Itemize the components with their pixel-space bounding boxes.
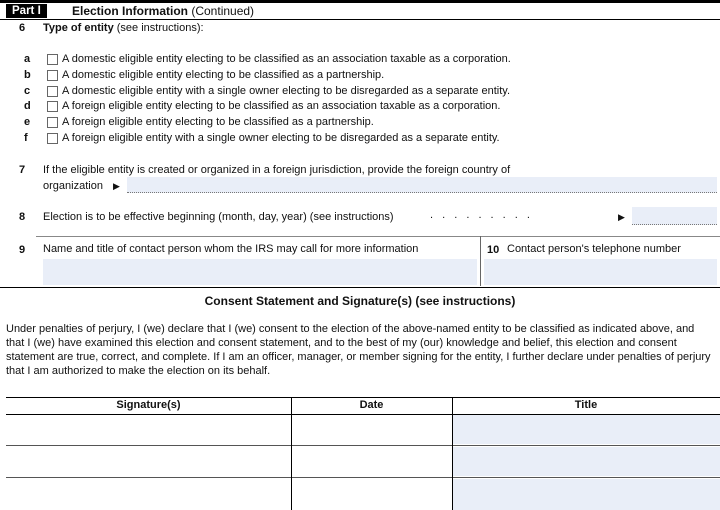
part-title-bold: Election Information bbox=[72, 4, 189, 18]
date-column-header: Date bbox=[359, 399, 384, 411]
option-c-letter: c bbox=[24, 85, 31, 97]
contact-person-field[interactable] bbox=[43, 259, 477, 285]
option-b-text: A domestic eligible entity electing to be classified as a partnership. bbox=[62, 69, 385, 81]
line-7-number: 7 bbox=[19, 164, 26, 176]
date-cell[interactable] bbox=[292, 479, 451, 510]
line-9-top-rule bbox=[36, 236, 720, 237]
right-triangle-icon: ▶ bbox=[113, 181, 120, 191]
line-6-hint: (see instructions): bbox=[116, 22, 204, 34]
part-title-rest: (Continued) bbox=[188, 4, 255, 18]
option-e-text: A foreign eligible entity electing to be classified as a partnership. bbox=[62, 116, 374, 128]
line-9-label: Name and title of contact person whom the IRS may call for more information bbox=[43, 243, 419, 255]
line-10-label: Contact person's telephone number bbox=[507, 243, 681, 255]
line-8-number: 8 bbox=[19, 211, 26, 223]
option-b-letter: b bbox=[24, 69, 31, 81]
line-8-label: Election is to be effective beginning (month, day, year) (see instructions) bbox=[43, 211, 394, 223]
effective-date-field[interactable] bbox=[632, 207, 717, 225]
line-9-number: 9 bbox=[19, 244, 26, 256]
signature-cell[interactable] bbox=[6, 415, 290, 444]
option-f-letter: f bbox=[24, 132, 28, 144]
option-d-checkbox[interactable] bbox=[47, 101, 58, 112]
table-row-rule bbox=[6, 477, 720, 478]
option-b-checkbox[interactable] bbox=[47, 70, 58, 81]
table-row-rule bbox=[6, 445, 720, 446]
option-c-text: A domestic eligible entity with a single owner electing to be disregarded as a separate entity. bbox=[62, 85, 510, 97]
consent-title: Consent Statement and Signature(s) (see instructions) bbox=[204, 294, 516, 308]
part-header bbox=[0, 3, 720, 20]
option-e-checkbox[interactable] bbox=[47, 117, 58, 128]
telephone-field[interactable] bbox=[484, 259, 717, 285]
option-a-checkbox[interactable] bbox=[47, 54, 58, 65]
signature-column-header: Signature(s) bbox=[116, 399, 181, 411]
title-cell[interactable] bbox=[453, 447, 720, 476]
right-triangle-icon: ▶ bbox=[618, 212, 625, 222]
title-cell[interactable] bbox=[453, 415, 720, 444]
option-f-checkbox[interactable] bbox=[47, 133, 58, 144]
line-6-label: Type of entity bbox=[43, 22, 114, 34]
option-a-letter: a bbox=[24, 53, 31, 65]
line-6-number: 6 bbox=[19, 22, 26, 34]
table-column-divider bbox=[452, 397, 453, 510]
option-e-letter: e bbox=[24, 116, 31, 128]
part-label: Part I bbox=[6, 4, 47, 18]
part-title bbox=[72, 4, 254, 18]
line-6-label-group bbox=[43, 22, 204, 34]
line-7-organization-label: organization bbox=[43, 180, 103, 192]
option-f-text: A foreign eligible entity with a single owner electing to be disregarded as a separate entity. bbox=[62, 132, 500, 144]
signature-cell[interactable] bbox=[6, 479, 290, 510]
signature-cell[interactable] bbox=[6, 447, 290, 476]
option-d-text: A foreign eligible entity electing to be classified as an association taxable as a corporation. bbox=[62, 100, 501, 112]
date-cell[interactable] bbox=[292, 447, 451, 476]
line-10-number: 10 bbox=[487, 244, 500, 256]
table-column-divider bbox=[291, 397, 292, 510]
option-c-checkbox[interactable] bbox=[47, 86, 58, 97]
line-8-leader-dots: . . . . . . . . . bbox=[430, 209, 533, 221]
date-cell[interactable] bbox=[292, 415, 451, 444]
line-7-dotted-rule bbox=[127, 192, 717, 193]
title-column-header: Title bbox=[574, 399, 598, 411]
foreign-country-field[interactable] bbox=[127, 177, 717, 193]
title-cell[interactable] bbox=[453, 479, 720, 510]
line-9-10-divider bbox=[480, 236, 481, 286]
option-a-text: A domestic eligible entity electing to be classified as an association taxable as a corporation. bbox=[62, 53, 511, 65]
section-divider bbox=[0, 287, 720, 288]
consent-statement: Under penalties of perjury, I (we) declare that I (we) consent to the election of the above-named entity to be classified as indicated above, and that I (we) have examined this election and consent statement, and to the best of my (our) knowledge and belief, this election and consent statement are true, correct, and complete. If I am an officer, manager, or member signing for the entity, I further declare under penalties of perjury that I am authorized to make the election on its behalf. bbox=[6, 323, 711, 377]
line-8-dotted-rule bbox=[632, 224, 717, 225]
line-7-text: If the eligible entity is created or organized in a foreign jurisdiction, provide the foreign country of bbox=[43, 164, 511, 176]
option-d-letter: d bbox=[24, 100, 31, 112]
table-top-rule bbox=[6, 397, 720, 398]
